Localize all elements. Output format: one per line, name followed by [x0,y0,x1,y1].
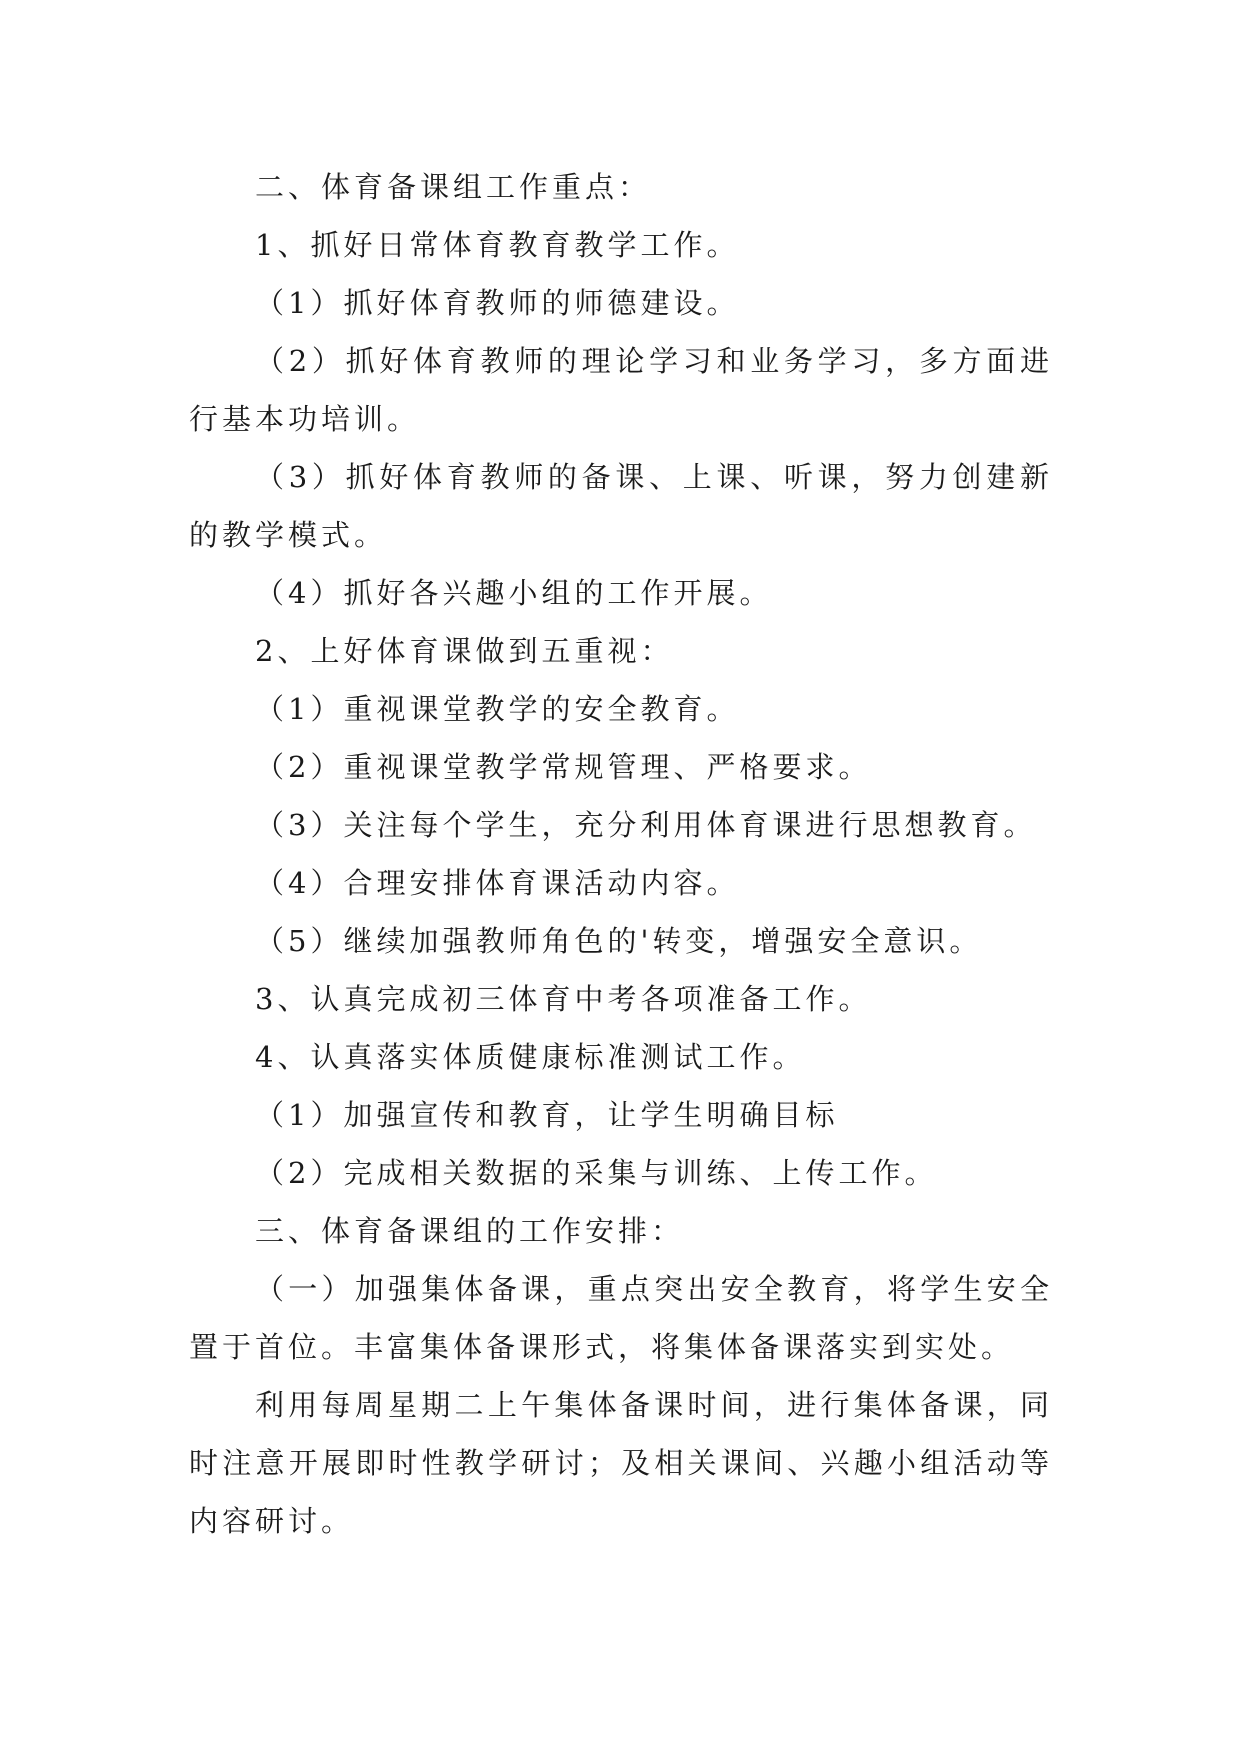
paragraph: 3、认真完成初三体育中考各项准备工作。 [255,982,872,1016]
paragraph: （一）加强集体备课，重点突出安全教育，将学生安全置于首位。丰富集体备课形式，将集体备课落实到实处。 [189,1272,1053,1364]
document-body [189,158,1053,1550]
paragraph: 4、认真落实体质健康标准测试工作。 [255,1040,806,1074]
paragraph: （3）关注每个学生，充分利用体育课进行思想教育。 [255,808,1037,842]
section-heading-3: 三、体育备课组的工作安排： [255,1214,685,1248]
section-heading-2: 二、体育备课组工作重点： [255,170,652,204]
paragraph: （2）重视课堂教学常规管理、严格要求。 [255,750,872,784]
paragraph: 2、上好体育课做到五重视： [255,634,674,668]
paragraph: 1、抓好日常体育教育教学工作。 [255,228,740,262]
paragraph: 利用每周星期二上午集体备课时间，进行集体备课，同时注意开展即时性教学研讨；及相关课间、兴趣小组活动等内容研讨。 [189,1388,1053,1538]
paragraph: （1）加强宣传和教育，让学生明确目标 [255,1098,839,1132]
paragraph: （2）完成相关数据的采集与训练、上传工作。 [255,1156,938,1190]
paragraph: （4）抓好各兴趣小组的工作开展。 [255,576,773,610]
paragraph: （5）继续加强教师角色的'转变，增强安全意识。 [255,924,983,958]
paragraph: （4）合理安排体育课活动内容。 [255,866,740,900]
paragraph: （1）重视课堂教学的安全教育。 [255,692,740,726]
paragraph: （1）抓好体育教师的师德建设。 [255,286,740,320]
paragraph: （2）抓好体育教师的理论学习和业务学习，多方面进行基本功培训。 [189,344,1053,436]
paragraph: （3）抓好体育教师的备课、上课、听课，努力创建新的教学模式。 [189,460,1053,552]
